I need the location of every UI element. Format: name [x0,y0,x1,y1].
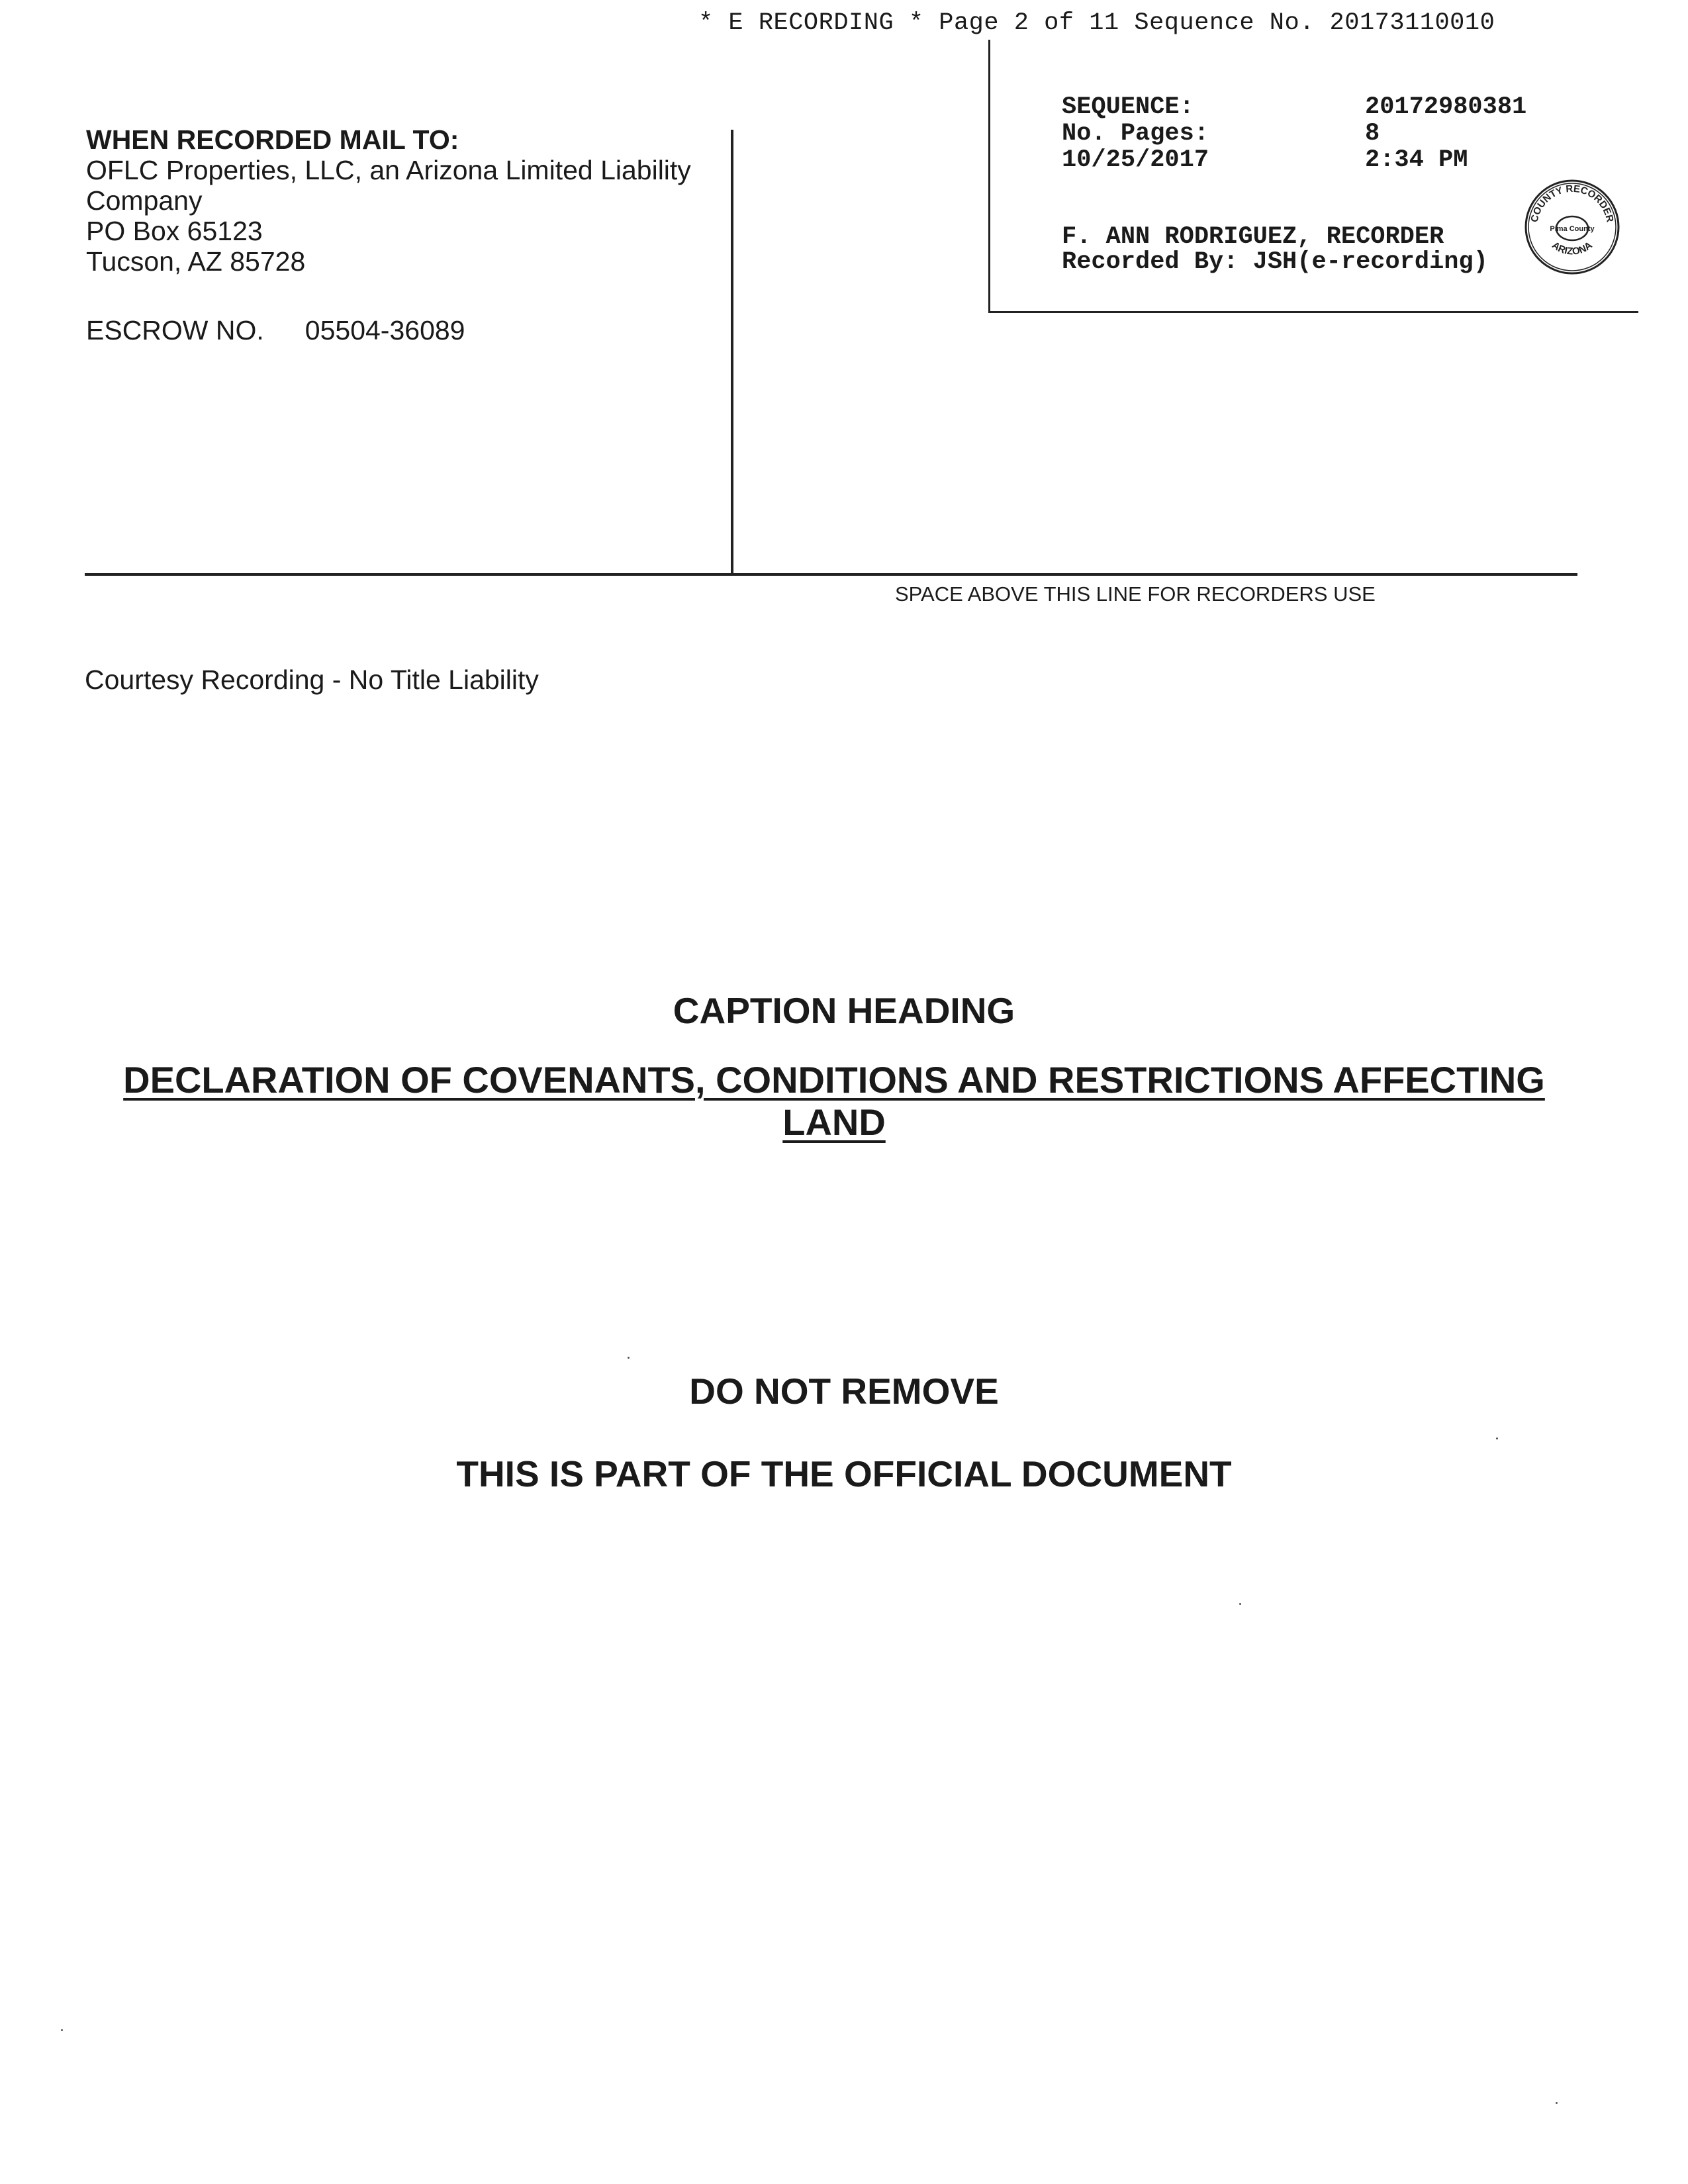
recorders-use-caption: SPACE ABOVE THIS LINE FOR RECORDERS USE [895,582,1376,606]
mail-to-block [86,124,691,277]
mail-to-heading: WHEN RECORDED MAIL TO: [86,124,459,155]
do-not-remove-notice: DO NOT REMOVE [689,1371,999,1412]
scan-speck [1496,1437,1498,1439]
svg-text:COUNTY RECORDER [1528,183,1615,224]
mail-to-line-1: OFLC Properties, LLC, an Arizona Limited Liability [86,155,691,185]
stamp-box-bottom-border [988,311,1638,313]
courtesy-note: Courtesy Recording - No Title Liability [85,664,539,695]
county-seal-icon [1523,177,1622,277]
escrow-label: ESCROW NO. [86,315,264,345]
stamp-box-left-border [988,40,990,311]
declaration-title: DECLARATION OF COVENANTS, CONDITIONS AND RESTRICTIONS AFFECTING LAND [123,1059,1545,1143]
svg-text:ARIZONA [1550,240,1595,257]
official-document-notice: THIS IS PART OF THE OFFICIAL DOCUMENT [456,1453,1232,1494]
scan-speck [628,1357,630,1359]
recorded-date: 10/25/2017 [1062,146,1209,174]
recorders-use-line [85,573,1577,576]
scan-speck [61,2029,63,2031]
scan-speck [1556,2102,1558,2104]
sequence-value: 20172980381 [1365,93,1527,121]
seal-center-text: Pima County [1550,225,1595,233]
scan-speck [1239,1603,1241,1605]
escrow-number: 05504-36089 [305,315,465,345]
recorded-time: 2:34 PM [1365,146,1468,174]
seal-top-text: COUNTY RECORDER [1528,183,1616,224]
mail-to-line-2: Company [86,185,203,216]
erecording-header: * E RECORDING * Page 2 of 11 Sequence No. 20173110010 [698,9,1495,37]
recorder-name: F. ANN RODRIGUEZ, RECORDER [1062,223,1444,251]
seal-bottom-text: ARIZONA [1550,240,1595,257]
caption-heading: CAPTION HEADING [673,990,1015,1031]
mail-to-line-3: PO Box 65123 [86,216,263,246]
pages-label: No. Pages: [1062,120,1209,148]
escrow-line [86,315,465,346]
sequence-label: SEQUENCE: [1062,93,1194,121]
vertical-divider [731,130,733,573]
pages-value: 8 [1365,120,1380,148]
recorded-by: Recorded By: JSH(e-recording) [1062,248,1488,276]
mail-to-line-4: Tucson, AZ 85728 [86,246,306,277]
